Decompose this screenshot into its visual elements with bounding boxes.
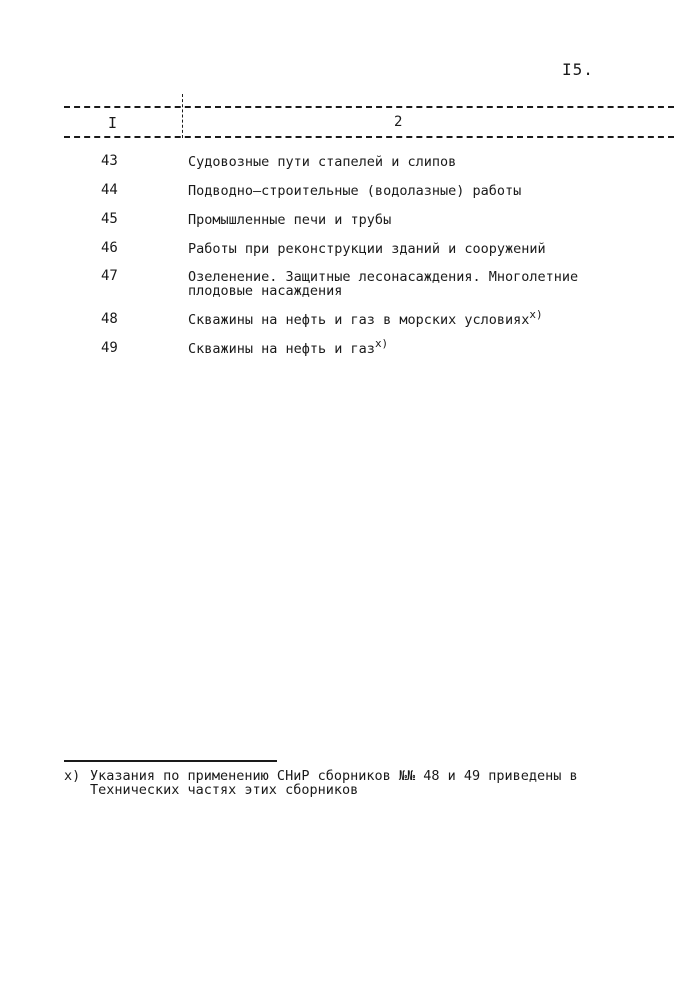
footnote-text-line-1: Указания по применению СНиР сборников №№ 48 и 49 приведены в	[90, 768, 578, 784]
footnote-text-line-2: Технических частях этих сборников	[90, 782, 359, 798]
row-label: Промышленные печи и трубы	[188, 212, 392, 228]
header-top-rule	[64, 106, 674, 108]
row-label: Подводно–строительные (водолазные) работы	[188, 183, 522, 199]
header-bottom-rule	[64, 136, 674, 138]
row-text	[188, 270, 628, 298]
row-label: Скважины на нефть и газ в морских условиях	[188, 312, 530, 328]
footnote-mark: x)	[64, 768, 81, 784]
row-number: 45	[101, 211, 118, 227]
footnote-reference: x)	[529, 308, 543, 321]
table-header	[64, 94, 674, 148]
row-text	[188, 213, 628, 227]
row-label: Озеленение. Защитные лесонасаждения. Многолетние плодовые насаждения	[188, 269, 579, 299]
row-text	[188, 155, 628, 169]
page-number: I5.	[562, 60, 594, 79]
column-header-1: I	[108, 114, 118, 132]
row-text	[188, 184, 628, 198]
row-number: 48	[101, 311, 118, 327]
row-text	[188, 242, 628, 256]
row-text	[188, 308, 628, 328]
row-number: 46	[101, 240, 118, 256]
row-text	[188, 337, 628, 357]
row-label: Скважины на нефть и газ	[188, 341, 375, 357]
row-number: 49	[101, 340, 118, 356]
column-divider	[182, 94, 183, 138]
row-label: Судовозные пути стапелей и слипов	[188, 154, 457, 170]
row-label: Работы при реконструкции зданий и сооружений	[188, 241, 546, 257]
footnote-reference: x)	[374, 337, 389, 350]
row-number: 44	[101, 182, 118, 198]
row-number: 47	[101, 268, 118, 284]
column-header-2: 2	[394, 114, 403, 130]
footnote-rule	[64, 760, 277, 762]
row-number: 43	[101, 153, 118, 169]
